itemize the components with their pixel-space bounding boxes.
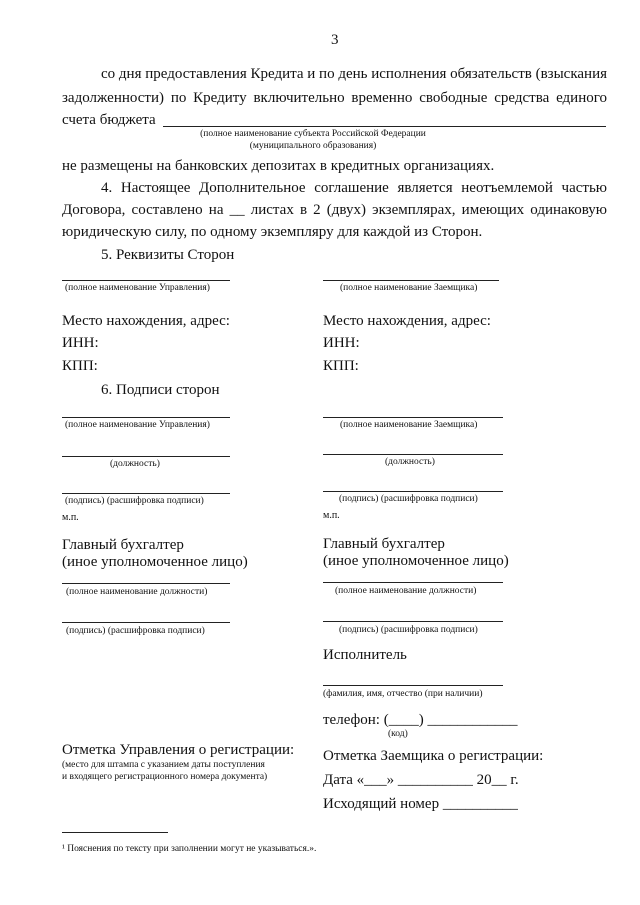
section5-heading: 5. Реквизиты Сторон	[101, 247, 235, 263]
right-stamp: м.п.	[323, 510, 340, 521]
footnote-separator	[62, 832, 168, 833]
para4-line3: юридическую силу, по одному экземпляру для каждой из Сторон.	[62, 224, 483, 240]
right-position-hint: (должность)	[385, 457, 435, 467]
right-kpp: КПП:	[323, 358, 359, 374]
left-sign-org-hint: (полное наименование Управления)	[65, 420, 210, 430]
left-org-line	[62, 280, 230, 281]
left-address: Место нахождения, адрес:	[62, 313, 230, 329]
registration-date: Дата «___» __________ 20__ г.	[323, 772, 519, 788]
executor-label: Исполнитель	[323, 647, 407, 663]
left-inn: ИНН:	[62, 335, 99, 351]
para1-line2: задолженности) по Кредиту включительно временно свободные средства единого	[62, 90, 607, 106]
left-post-hint: (полное наименование должности)	[66, 587, 208, 597]
left-kpp: КПП:	[62, 358, 98, 374]
phone-field: телефон: (____) ____________	[323, 712, 518, 728]
right-signature-hint: (подпись) (расшифровка подписи)	[339, 494, 478, 504]
para1-line4: не размещены на банковских депозитах в кредитных организациях.	[62, 158, 495, 174]
para1-hint2: (муниципального образования)	[249, 141, 377, 151]
outgoing-number: Исходящий номер __________	[323, 796, 518, 812]
right-position-line	[323, 454, 503, 455]
right-inn: ИНН:	[323, 335, 360, 351]
para4-line2: Договора, составлено на __ листах в 2 (двух) экземплярах, имеющих одинаковую	[62, 202, 607, 218]
left-sign-org-line	[62, 417, 230, 418]
left-post-signature-line	[62, 622, 230, 623]
left-registration-note1: (место для штампа с указанием даты поступления	[62, 760, 265, 770]
executor-line	[323, 685, 503, 686]
right-post-line	[323, 582, 503, 583]
fio-hint: (фамилия, имя, отчество (при наличии)	[323, 689, 483, 699]
para1-line3: счета бюджета	[62, 112, 156, 128]
right-address: Место нахождения, адрес:	[323, 313, 491, 329]
right-post-signature-line	[323, 621, 503, 622]
left-other-person: (иное уполномоченное лицо)	[62, 554, 248, 570]
code-hint: (код)	[388, 729, 408, 739]
page-number: 3	[331, 32, 339, 48]
right-sign-org-line	[323, 417, 503, 418]
right-signature-line	[323, 491, 503, 492]
para4-line1: 4. Настоящее Дополнительное соглашение является неотъемлемой частью	[101, 180, 607, 196]
section6-heading: 6. Подписи сторон	[101, 382, 220, 398]
left-post-line	[62, 583, 230, 584]
left-registration-title: Отметка Управления о регистрации:	[62, 742, 295, 758]
right-registration-title: Отметка Заемщика о регистрации:	[323, 748, 544, 764]
left-signature-line	[62, 493, 230, 494]
left-post-signature-hint: (подпись) (расшифровка подписи)	[66, 626, 205, 636]
footnote: ¹ Пояснения по тексту при заполнении могут не указываться.».	[62, 844, 317, 854]
right-post-hint: (полное наименование должности)	[335, 586, 477, 596]
right-chief-accountant: Главный бухгалтер	[323, 536, 445, 552]
left-chief-accountant: Главный бухгалтер	[62, 537, 184, 553]
left-stamp: м.п.	[62, 512, 79, 523]
para1-line1: со дня предоставления Кредита и по день исполнения обязательств (взыскания	[101, 66, 607, 82]
left-signature-hint: (подпись) (расшифровка подписи)	[65, 496, 204, 506]
left-position-line	[62, 456, 230, 457]
para1-hint1: (полное наименование субъекта Российской Федерации	[200, 129, 426, 139]
left-position-hint: (должность)	[110, 459, 160, 469]
budget-name-line	[163, 126, 606, 127]
right-post-signature-hint: (подпись) (расшифровка подписи)	[339, 625, 478, 635]
left-registration-note2: и входящего регистрационного номера документа)	[62, 772, 268, 782]
right-other-person: (иное уполномоченное лицо)	[323, 553, 509, 569]
right-org-hint: (полное наименование Заемщика)	[340, 283, 478, 293]
right-sign-org-hint: (полное наименование Заемщика)	[340, 420, 478, 430]
left-org-hint: (полное наименование Управления)	[65, 283, 210, 293]
right-org-line	[323, 280, 499, 281]
